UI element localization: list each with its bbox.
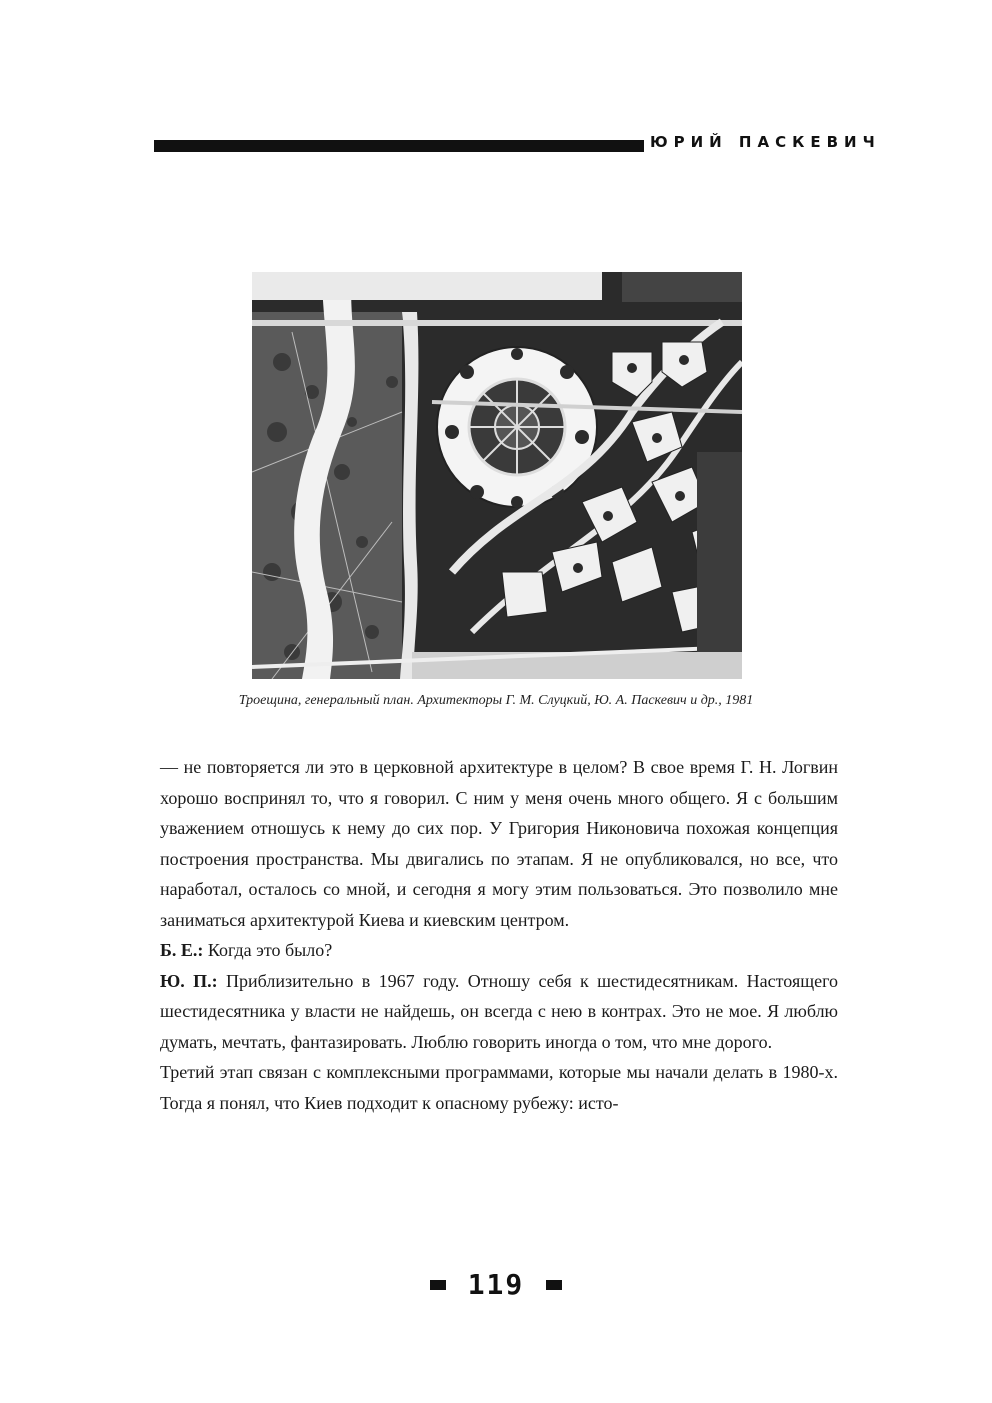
paragraph-text: Приблизительно в 1967 году. Отношу себя к шестидесятникам. Настоящего шестидесятника у власти не найдешь, он всегда с нею в контрах. Это не мое. Я люблю думать, мечтать, фантазировать. Люблю говорить иногда о том, что мне дорого. <box>160 970 839 1052</box>
speaker-label: Б. Е.: <box>160 940 204 960</box>
paragraph <box>160 966 838 1058</box>
paragraph <box>160 752 838 935</box>
page-footer <box>0 1268 992 1301</box>
footer-square-right <box>546 1280 562 1290</box>
paragraph-text: Третий этап связан с комплексными программами, которые мы начали делать в 1980-х. Тогда я понял, что Киев подходит к опасному рубежу: исто- <box>160 1062 838 1113</box>
header-rule <box>154 140 644 152</box>
paragraph <box>160 935 838 966</box>
master-plan-image <box>252 272 742 679</box>
running-header-author: ЮРИЙ ПАСКЕВИЧ <box>650 133 881 151</box>
footer-square-left <box>430 1280 446 1290</box>
paragraph <box>160 1057 838 1118</box>
paragraph-text: Когда это было? <box>203 940 333 960</box>
body-text <box>160 752 838 1118</box>
page-number: 119 <box>467 1268 525 1301</box>
speaker-label: Ю. П.: <box>160 970 218 991</box>
figure-caption: Троещина, генеральный план. Архитекторы Г. М. Слуцкий, Ю. А. Паскевич и др., 1981 <box>238 693 754 708</box>
paragraph-text: — не повторяется ли это в церковной архитектуре в целом? В свое время Г. Н. Логвин хорошо воспринял то, что я говорил. С ним у меня очень много общего. Я с большим уважением отношусь к нему до сих пор. У Григория Никоновича похожая концепция построения пространства. Мы двигались по этапам. Я не опубликовался, но все, что наработал, осталось со мной, и сегодня я могу этим пользоваться. Это позволило мне заниматься архитектурой Киева и киевским центром. <box>160 757 838 930</box>
